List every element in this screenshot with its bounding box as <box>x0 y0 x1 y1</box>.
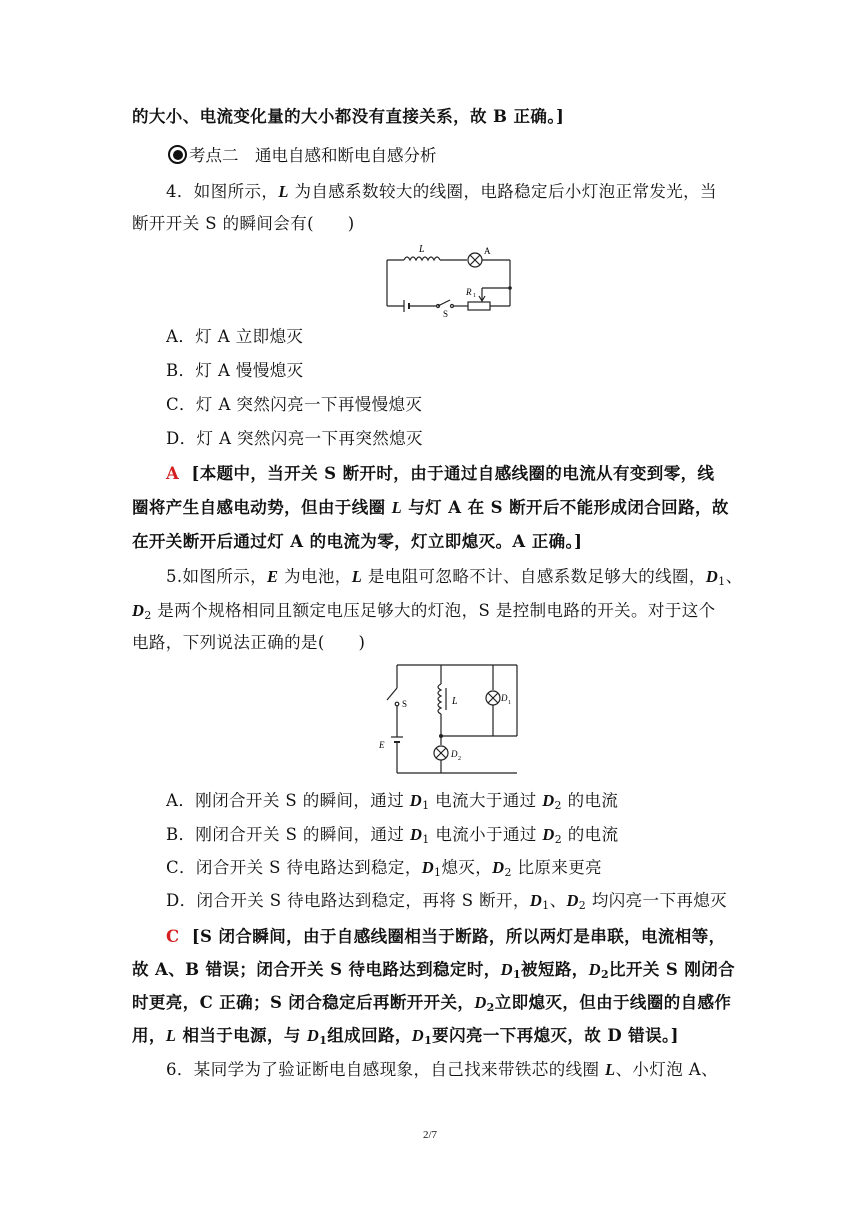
section-title: 考点二 通电自感和断电自感分析 <box>189 146 437 165</box>
q5-stem-line1: 5.如图所示，E 为电池，L 是电阻可忽略不计、自感系数足够大的线圈，$D_1$、 <box>166 567 743 588</box>
q5-option-d: D．闭合开关 S 待电路达到稳定，再将 S 断开，$D_1$、$D_2$ 均闪亮一下再熄灭 <box>166 891 728 912</box>
q5-explanation-line1: C [S 闭合瞬间，由于自感线圈相当于断路，所以两灯是串联，电流相等， <box>166 927 726 946</box>
q4-fig-label-L: L <box>419 244 425 255</box>
q5-explanation-line3: 时更亮，C 正确；S 闭合稳定后再断开开关，$D_2$立即熄灭，但由于线圈的自感作 <box>132 993 732 1014</box>
page-number: 2/7 <box>422 1129 438 1141</box>
q5-fig-label-D1: D <box>501 693 508 703</box>
q5-stem-line2: $D_2$ 是两个规格相同且额定电压足够大的灯泡，S 是控制电路的开关。对于这个 <box>132 601 716 622</box>
intro-line: 的大小、电流变化量的大小都没有直接关系，故 B 正确。] <box>132 107 565 126</box>
q5-fig-label-D1-sub: 1 <box>508 700 511 706</box>
q5-option-a: A．刚闭合开关 S 的瞬间，通过 $D_1$ 电流大于通过 $D_2$ 的电流 <box>166 791 619 812</box>
q4-fig-label-R-sub: 1 <box>473 293 476 299</box>
q5-option-c: C．闭合开关 S 待电路达到稳定，$D_1$熄灭，$D_2$ 比原来更亮 <box>166 858 603 879</box>
q4-fig-label-S: S <box>443 309 449 319</box>
q4-stem-line1: 4．如图所示，L 为自感系数较大的线圈，电路稳定后小灯泡正常发光，当 <box>166 182 717 201</box>
q5-answer: C <box>166 927 180 946</box>
q4-stem-line2: 断开开关 S 的瞬间会有( ) <box>132 214 355 233</box>
bullet-icon <box>168 145 187 164</box>
q4-explanation-line1: A [本题中，当开关 S 断开时，由于通过自感线圈的电流从有变到零，线 <box>166 464 715 483</box>
q5-fig-label-D2-sub: 2 <box>458 756 461 762</box>
q5-explanation-line2: 故 A、B 错误；闭合开关 S 待电路达到稳定时，$D_1$被短路，$D_2$比开关 S 刚闭合 <box>132 960 736 981</box>
q4-option-c: C．灯 A 突然闪亮一下再慢慢熄灭 <box>166 395 423 414</box>
q5-explanation-line4: 用，L 相当于电源，与 $D_1$组成回路，$D_1$要闪亮一下再熄灭，故 D 错误。] <box>132 1026 679 1047</box>
q4-option-a: A．灯 A 立即熄灭 <box>166 327 304 346</box>
q4-explanation-line3: 在开关断开后通过灯 A 的电流为零，灯立即熄灭。A 正确。] <box>132 532 583 551</box>
q5-fig-label-L: L <box>452 696 458 707</box>
q5-circuit-diagram <box>375 660 525 778</box>
q4-circuit-diagram <box>380 238 520 320</box>
q4-option-d: D．灯 A 突然闪亮一下再突然熄灭 <box>166 429 423 448</box>
q4-fig-label-A: A <box>484 246 491 256</box>
q5-option-b: B．刚闭合开关 S 的瞬间，通过 $D_1$ 电流小于通过 $D_2$ 的电流 <box>166 825 619 846</box>
q5-fig-label-D2: D <box>451 749 458 759</box>
section-heading <box>168 144 437 168</box>
q5-stem-line3: 电路，下列说法正确的是( ) <box>132 633 366 652</box>
q4-fig-label-R: R <box>466 287 472 297</box>
q5-fig-label-E: E <box>379 740 385 750</box>
q4-option-b: B．灯 A 慢慢熄灭 <box>166 361 304 380</box>
q4-explanation-line2: 圈将产生自感电动势，但由于线圈 L 与灯 A 在 S 断开后不能形成闭合回路，故 <box>132 498 729 517</box>
q5-fig-label-S: S <box>402 699 408 709</box>
q6-stem-line1: 6．某同学为了验证断电自感现象，自己找来带铁芯的线圈 L、小灯泡 A、 <box>166 1060 718 1079</box>
q4-answer: A <box>166 464 180 483</box>
